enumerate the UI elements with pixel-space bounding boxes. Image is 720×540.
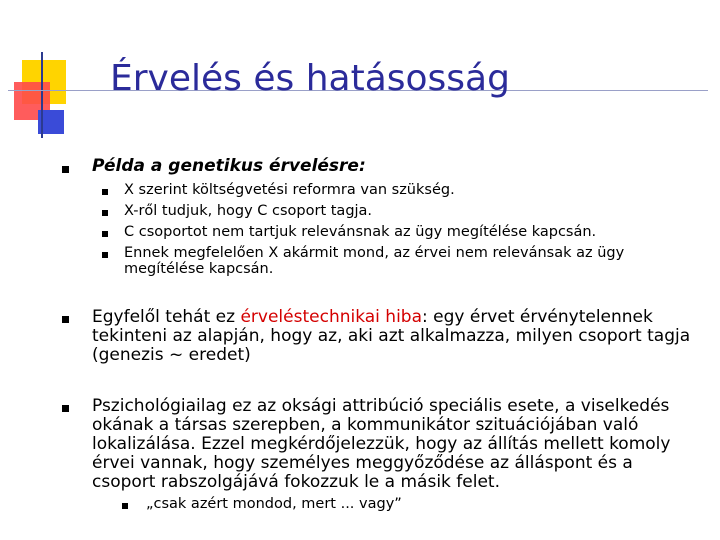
- section-1-item-4: Ennek megfelelően X akármit mond, az érvei nem relevánsak az ügy megítélése kapcsán.: [124, 245, 625, 277]
- section-3-text: Pszichológiailag ez az oksági attribúció speciális esete, a viselkedés okának a társas szerepben, a kommunikátor szituációjában való lokalizálása. Ezzel megkérdőjelezzük, hogy az állítás mellett komoly érvei vannak, hogy személyes meggyőződése az álláspont és a csoport rabszolgájává fokozzuk le a másik felet.: [92, 396, 671, 492]
- bullet-item-4: [102, 252, 108, 258]
- bullet-quote: [122, 503, 128, 509]
- section-3-quote: „csak azért mondod, mert ... vagy”: [146, 496, 402, 512]
- section-2-text-before: Egyfelől tehát ez: [92, 307, 241, 327]
- section-1-item-3: C csoportot nem tartjuk relevánsnak az ügy megítélése kapcsán.: [124, 224, 597, 240]
- section-1-heading: Példa a genetikus érvelésre:: [92, 156, 366, 176]
- bullet-item-1: [102, 189, 108, 195]
- section-2-highlight: érveléstechnikai hiba: [240, 307, 423, 327]
- bullet-section-2: [62, 316, 69, 323]
- bullet-section-1: [62, 166, 69, 173]
- section-2-text: [92, 308, 692, 365]
- logo-vertical-line: [41, 52, 43, 138]
- section-1-item-1: X szerint költségvetési reformra van szükség.: [124, 182, 455, 198]
- section-2-text-after: : egy érvet érvénytelennek tekinteni az alapján, hogy az, aki azt alkalmazza, milyen csoport tagja (genezis ~ eredet): [92, 307, 691, 365]
- section-1-item-2: X-ről tudjuk, hogy C csoport tagja.: [124, 203, 373, 219]
- bullet-section-3: [62, 405, 69, 412]
- bullet-item-3: [102, 231, 108, 237]
- slide-title: Érvelés és hatásosság: [110, 58, 510, 99]
- bullet-item-2: [102, 210, 108, 216]
